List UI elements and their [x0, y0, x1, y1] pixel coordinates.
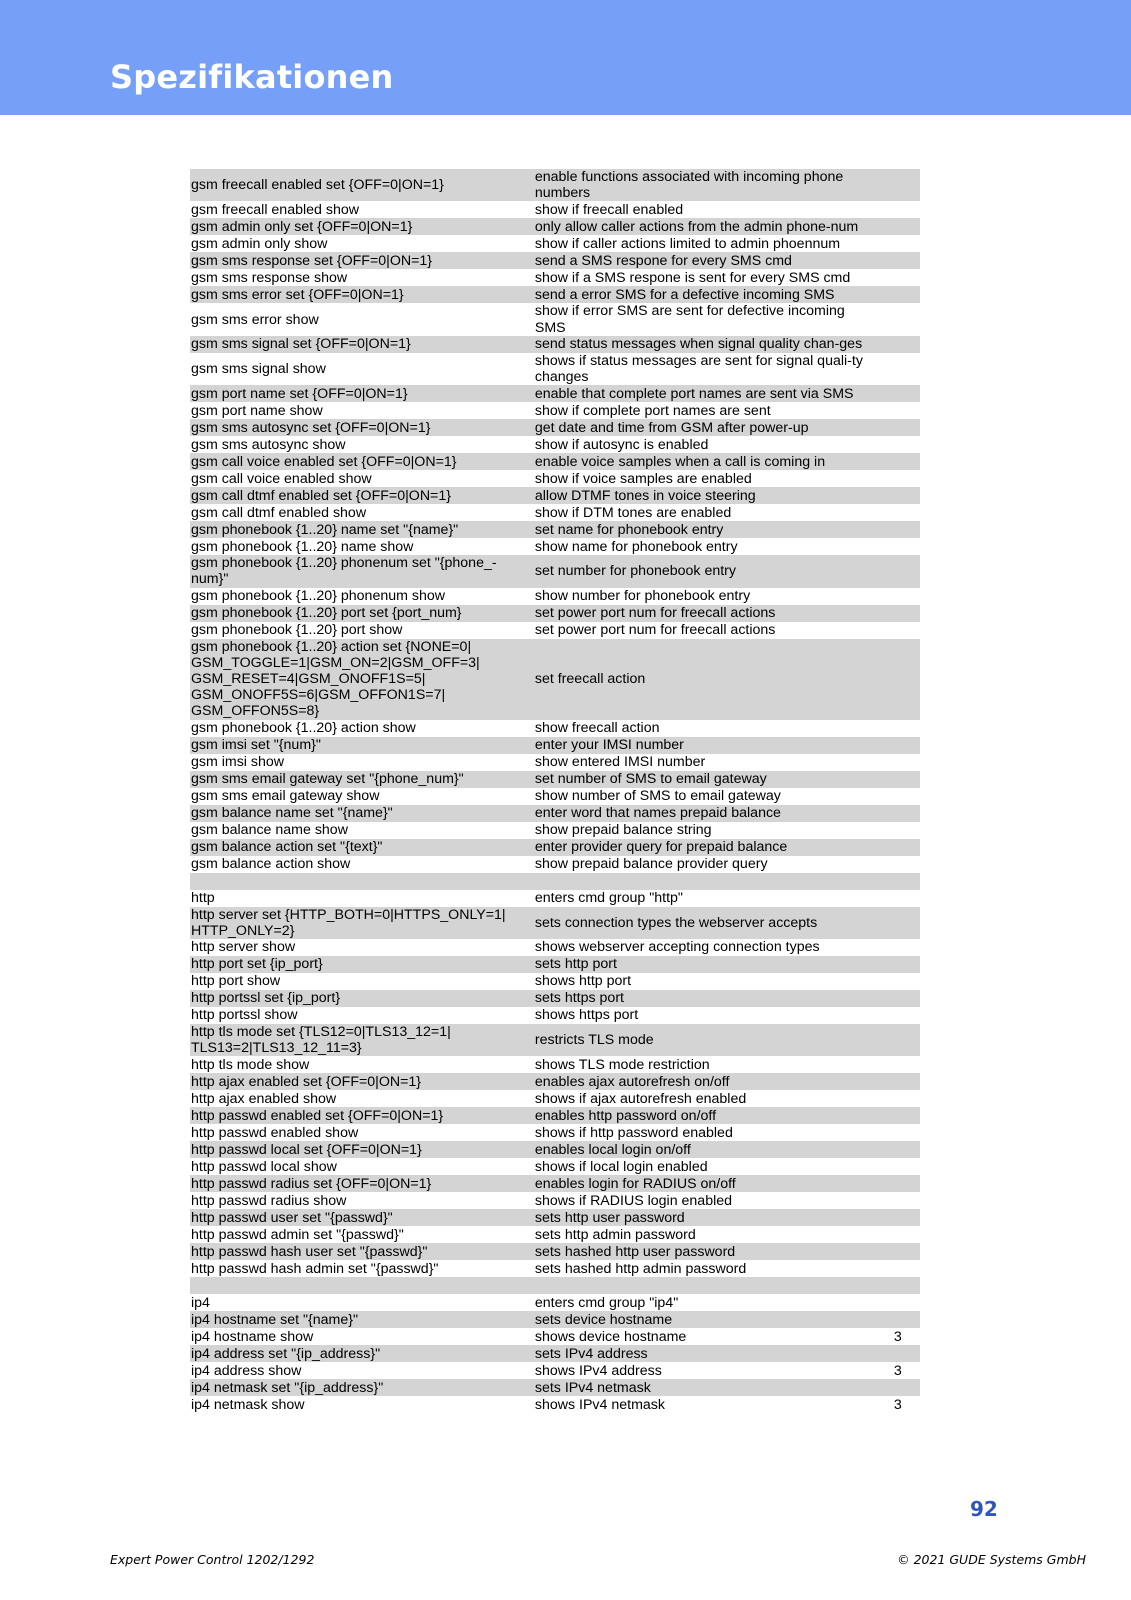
description-cell: shows TLS mode restriction: [534, 1056, 710, 1073]
command-cell: http ajax enabled set {OFF=0|ON=1}: [190, 1073, 534, 1090]
command-table-body: [190, 169, 920, 1413]
command-cell: gsm sms email gateway set "{phone_num}": [190, 771, 534, 788]
description-cell: restricts TLS mode: [534, 1024, 876, 1056]
table-row: [190, 822, 920, 839]
note-cell: [876, 1090, 920, 1107]
description-cell: set number for phonebook entry: [534, 555, 876, 587]
command-cell: [190, 1277, 534, 1294]
description-cell: show freecall action: [534, 720, 660, 737]
command-cell: http passwd enabled set {OFF=0|ON=1}: [190, 1107, 534, 1124]
command-cell: ip4 address set "{ip_address}": [190, 1345, 534, 1362]
table-row: [190, 1073, 920, 1090]
table-row: [190, 1124, 920, 1141]
description-cell: set power port num for freecall actions: [534, 605, 876, 622]
note-cell: [876, 470, 920, 487]
note-cell: [876, 1311, 920, 1328]
note-cell: [876, 169, 920, 201]
description-cell: set power port num for freecall actions: [534, 622, 776, 639]
command-cell: gsm call voice enabled set {OFF=0|ON=1}: [190, 453, 534, 470]
description-cell: enters cmd group "http": [534, 890, 683, 907]
description-cell: shows if http password enabled: [534, 1124, 733, 1141]
description-cell: shows device hostname: [534, 1328, 687, 1345]
table-row: [190, 1260, 920, 1277]
description-cell: enters cmd group "ip4": [534, 1294, 679, 1311]
table-row: [190, 754, 920, 771]
note-cell: [876, 1158, 920, 1175]
note-cell: [876, 639, 920, 720]
note-cell: [876, 1260, 920, 1277]
description-cell: [534, 1277, 876, 1294]
command-cell: ip4: [191, 1294, 210, 1311]
note-cell: [876, 252, 920, 269]
table-row: [190, 269, 920, 286]
command-cell: http portssl set {ip_port}: [190, 990, 534, 1007]
note-cell: [876, 504, 920, 521]
command-table: [190, 169, 920, 1413]
description-cell: show if autosync is enabled: [534, 436, 709, 453]
description-cell: show if DTM tones are enabled: [534, 504, 732, 521]
description-cell: shows https port: [534, 1007, 639, 1024]
command-cell: gsm sms autosync show: [191, 436, 346, 453]
table-row: [190, 1362, 920, 1379]
table-row: [190, 1175, 920, 1192]
command-cell: http passwd radius set {OFF=0|ON=1}: [190, 1175, 534, 1192]
note-cell: [876, 990, 920, 1007]
note-cell: [876, 973, 920, 990]
note-cell: [876, 788, 920, 805]
note-cell: [876, 1124, 920, 1141]
table-row: [190, 235, 920, 252]
table-row: [190, 720, 920, 737]
description-cell: show name for phonebook entry: [534, 538, 738, 555]
command-cell: http port set {ip_port}: [190, 956, 534, 973]
command-cell: gsm phonebook {1..20} port set {port_num}: [190, 605, 534, 622]
table-row: [190, 956, 920, 973]
note-cell: [876, 235, 920, 252]
table-row: [190, 470, 920, 487]
table-row: [190, 1141, 920, 1158]
note-cell: [876, 754, 920, 771]
note-cell: [876, 1007, 920, 1024]
table-row: [190, 1311, 920, 1328]
command-cell: gsm balance name show: [191, 822, 348, 839]
table-row: [190, 737, 920, 754]
table-row: [190, 419, 920, 436]
description-cell: show number for phonebook entry: [534, 588, 751, 605]
description-cell: shows if status messages are sent for signal quali-ty changes: [534, 352, 863, 386]
command-cell: gsm imsi show: [191, 754, 285, 771]
command-cell: ip4 netmask show: [191, 1396, 305, 1413]
description-cell: shows if RADIUS login enabled: [534, 1192, 733, 1209]
note-cell: [876, 1107, 920, 1124]
table-row: [190, 1024, 920, 1056]
note-cell: [876, 839, 920, 856]
command-cell: gsm imsi set "{num}": [190, 737, 534, 754]
table-row: [190, 1158, 920, 1175]
command-cell: ip4 netmask set "{ip_address}": [190, 1379, 534, 1396]
command-cell: gsm balance action set "{text}": [190, 839, 534, 856]
description-cell: enable that complete port names are sent via SMS: [534, 385, 876, 402]
table-row: [190, 890, 920, 907]
command-cell: gsm call voice enabled show: [191, 470, 372, 487]
table-row: [190, 1090, 920, 1107]
command-cell: gsm sms email gateway show: [191, 788, 380, 805]
command-cell: http passwd admin set "{passwd}": [191, 1226, 404, 1243]
command-cell: gsm phonebook {1..20} name show: [191, 538, 414, 555]
note-cell: 3: [893, 1396, 902, 1413]
note-cell: [876, 521, 920, 538]
command-cell: gsm admin only set {OFF=0|ON=1}: [190, 218, 534, 235]
page-title: Spezifikationen: [110, 58, 394, 96]
description-cell: sets hashed http admin password: [534, 1260, 747, 1277]
table-row: [190, 353, 920, 385]
command-cell: gsm sms response set {OFF=0|ON=1}: [190, 252, 534, 269]
command-cell: http passwd hash admin set "{passwd}": [191, 1260, 439, 1277]
note-cell: [876, 286, 920, 303]
command-cell: gsm port name show: [191, 402, 323, 419]
description-cell: show if caller actions limited to admin phoennum: [534, 235, 841, 252]
note-cell: 3: [893, 1362, 902, 1379]
page-number: 92: [970, 1497, 998, 1521]
command-cell: http server show: [191, 939, 296, 956]
note-cell: [876, 588, 920, 605]
table-row: [190, 1294, 920, 1311]
table-row: [190, 973, 920, 990]
command-cell: gsm phonebook {1..20} name set "{name}": [190, 521, 534, 538]
description-cell: show number of SMS to email gateway: [534, 788, 781, 805]
description-cell: sets hashed http user password: [534, 1243, 876, 1260]
table-row: [190, 1007, 920, 1024]
description-cell: sets IPv4 address: [534, 1345, 876, 1362]
command-cell: gsm sms signal show: [191, 360, 326, 377]
note-cell: [876, 487, 920, 504]
description-cell: get date and time from GSM after power-up: [534, 419, 876, 436]
note-cell: [876, 1141, 920, 1158]
command-cell: gsm freecall enabled set {OFF=0|ON=1}: [190, 169, 534, 201]
note-cell: [876, 1277, 920, 1294]
description-cell: shows if local login enabled: [534, 1158, 708, 1175]
table-row: [190, 218, 920, 235]
command-cell: http passwd local set {OFF=0|ON=1}: [190, 1141, 534, 1158]
table-row: [190, 336, 920, 353]
note-cell: [876, 1294, 920, 1311]
note-cell: [876, 538, 920, 555]
note-cell: [876, 336, 920, 353]
note-cell: [876, 907, 920, 939]
command-cell: http passwd enabled show: [191, 1124, 359, 1141]
command-cell: ip4 address show: [191, 1362, 302, 1379]
description-cell: only allow caller actions from the admin phone-num: [534, 218, 876, 235]
table-row: [190, 303, 920, 335]
description-cell: sets device hostname: [534, 1311, 876, 1328]
table-row: [190, 487, 920, 504]
command-cell: gsm balance name set "{name}": [190, 805, 534, 822]
table-row: [190, 1226, 920, 1243]
command-cell: gsm call dtmf enabled show: [191, 504, 367, 521]
table-row: [190, 1328, 920, 1345]
description-cell: sets connection types the webserver accepts: [534, 907, 876, 939]
command-cell: gsm sms autosync set {OFF=0|ON=1}: [190, 419, 534, 436]
description-cell: show prepaid balance provider query: [534, 856, 768, 873]
note-cell: [876, 1024, 920, 1056]
note-cell: [876, 873, 920, 890]
table-row: [190, 1107, 920, 1124]
command-cell: ip4 hostname show: [191, 1328, 314, 1345]
note-cell: [876, 1243, 920, 1260]
command-cell: gsm sms response show: [191, 269, 348, 286]
note-cell: [876, 720, 920, 737]
description-cell: show entered IMSI number: [534, 754, 706, 771]
table-row: [190, 521, 920, 538]
table-row: [190, 538, 920, 555]
command-cell: http ajax enabled show: [191, 1090, 337, 1107]
description-cell: sets http user password: [534, 1209, 876, 1226]
command-cell: [190, 873, 534, 890]
command-cell: http tls mode set {TLS12=0|TLS13_12=1| TLS13=2|TLS13_12_11=3}: [190, 1024, 534, 1056]
description-cell: show if a SMS respone is sent for every SMS cmd: [534, 269, 851, 286]
description-cell: enable functions associated with incoming phone numbers: [534, 169, 876, 201]
description-cell: enables http password on/off: [534, 1107, 876, 1124]
table-row: [190, 504, 920, 521]
note-cell: [876, 269, 920, 286]
note-cell: [876, 385, 920, 402]
description-cell: shows IPv4 netmask: [534, 1396, 665, 1413]
description-cell: show if complete port names are sent: [534, 402, 771, 419]
table-row: [190, 1056, 920, 1073]
note-cell: [876, 1226, 920, 1243]
table-row: [190, 1379, 920, 1396]
description-cell: show if voice samples are enabled: [534, 470, 752, 487]
note-cell: [876, 1379, 920, 1396]
command-cell: http server set {HTTP_BOTH=0|HTTPS_ONLY=1| HTTP_ONLY=2}: [190, 907, 534, 939]
description-cell: sets IPv4 netmask: [534, 1379, 876, 1396]
note-cell: [876, 1345, 920, 1362]
table-row: [190, 1243, 920, 1260]
table-row: [190, 856, 920, 873]
table-row: [190, 839, 920, 856]
table-row: [190, 1209, 920, 1226]
description-cell: enables local login on/off: [534, 1141, 876, 1158]
command-cell: gsm phonebook {1..20} phonenum show: [191, 588, 445, 605]
command-cell: http passwd local show: [191, 1158, 337, 1175]
description-cell: set name for phonebook entry: [534, 521, 876, 538]
description-cell: enables ajax autorefresh on/off: [534, 1073, 876, 1090]
note-cell: [876, 201, 920, 218]
command-cell: gsm admin only show: [191, 235, 328, 252]
table-row: [190, 1277, 920, 1294]
table-row: [190, 622, 920, 639]
note-cell: [876, 303, 920, 335]
description-cell: send a SMS respone for every SMS cmd: [534, 252, 876, 269]
note-cell: [876, 218, 920, 235]
description-cell: show if freecall enabled: [534, 201, 684, 218]
note-cell: [876, 353, 920, 385]
command-cell: http: [191, 890, 215, 907]
description-cell: sets http port: [534, 956, 876, 973]
description-cell: show prepaid balance string: [534, 822, 712, 839]
command-cell: gsm call dtmf enabled set {OFF=0|ON=1}: [190, 487, 534, 504]
table-row: [190, 805, 920, 822]
description-cell: enables login for RADIUS on/off: [534, 1175, 876, 1192]
description-cell: shows webserver accepting connection types: [534, 939, 820, 956]
note-cell: [876, 805, 920, 822]
table-row: [190, 436, 920, 453]
note-cell: [876, 555, 920, 587]
note-cell: [876, 890, 920, 907]
note-cell: [876, 1073, 920, 1090]
command-cell: http portssl show: [191, 1007, 298, 1024]
table-row: [190, 990, 920, 1007]
note-cell: [876, 956, 920, 973]
table-row: [190, 873, 920, 890]
table-row: [190, 639, 920, 720]
table-row: [190, 939, 920, 956]
description-cell: sets http admin password: [534, 1226, 696, 1243]
description-cell: enter provider query for prepaid balance: [534, 839, 876, 856]
note-cell: [876, 822, 920, 839]
description-cell: shows IPv4 address: [534, 1362, 662, 1379]
description-cell: shows if ajax autorefresh enabled: [534, 1090, 747, 1107]
command-cell: gsm balance action show: [191, 856, 351, 873]
note-cell: [876, 453, 920, 470]
command-cell: gsm phonebook {1..20} phonenum set "{phone_-num}": [190, 555, 534, 587]
footer-product-name: Expert Power Control 1202/1292: [110, 1552, 315, 1567]
description-cell: send status messages when signal quality chan-ges: [534, 336, 876, 353]
description-cell: allow DTMF tones in voice steering: [534, 487, 876, 504]
table-row: [190, 605, 920, 622]
table-row: [190, 385, 920, 402]
description-cell: sets https port: [534, 990, 876, 1007]
table-row: [190, 788, 920, 805]
note-cell: [876, 737, 920, 754]
command-cell: gsm sms error set {OFF=0|ON=1}: [190, 286, 534, 303]
command-cell: gsm phonebook {1..20} port show: [191, 622, 403, 639]
command-cell: gsm phonebook {1..20} action show: [191, 720, 416, 737]
command-cell: ip4 hostname set "{name}": [190, 1311, 534, 1328]
note-cell: [876, 856, 920, 873]
note-cell: [876, 622, 920, 639]
description-cell: set freecall action: [534, 639, 876, 720]
command-cell: gsm sms error show: [191, 311, 319, 328]
table-row: [190, 907, 920, 939]
description-cell: [534, 873, 876, 890]
footer-copyright: © 2021 GUDE Systems GmbH: [897, 1552, 1086, 1567]
description-cell: shows http port: [534, 973, 632, 990]
command-cell: http passwd user set "{passwd}": [190, 1209, 534, 1226]
table-row: [190, 1345, 920, 1362]
description-cell: send a error SMS for a defective incoming SMS: [534, 286, 876, 303]
table-row: [190, 771, 920, 788]
note-cell: [876, 939, 920, 956]
command-cell: gsm freecall enabled show: [191, 201, 359, 218]
description-cell: show if error SMS are sent for defective incoming SMS: [534, 303, 845, 336]
header-banner: [0, 0, 1131, 115]
note-cell: [876, 1175, 920, 1192]
table-row: [190, 169, 920, 201]
description-cell: enter word that names prepaid balance: [534, 805, 876, 822]
table-row: [190, 588, 920, 605]
table-row: [190, 555, 920, 587]
note-cell: [876, 1056, 920, 1073]
table-row: [190, 252, 920, 269]
note-cell: 3: [893, 1328, 902, 1345]
command-cell: gsm port name set {OFF=0|ON=1}: [190, 385, 534, 402]
description-cell: enable voice samples when a call is coming in: [534, 453, 876, 470]
note-cell: [876, 1209, 920, 1226]
table-row: [190, 1396, 920, 1413]
command-cell: gsm phonebook {1..20} action set {NONE=0| GSM_TOGGLE=1|GSM_ON=2|GSM_OFF=3| GSM_RESET=4|GSM_ONOFF1S=5| GSM_ONOFF5S=6|GSM_OFFON1S=7| GSM_OFFON5S=8}: [190, 639, 534, 720]
command-cell: http passwd radius show: [191, 1192, 347, 1209]
command-cell: http passwd hash user set "{passwd}": [190, 1243, 534, 1260]
command-cell: http tls mode show: [191, 1056, 310, 1073]
table-row: [190, 402, 920, 419]
command-cell: http port show: [191, 973, 281, 990]
note-cell: [876, 771, 920, 788]
table-row: [190, 201, 920, 218]
note-cell: [876, 436, 920, 453]
command-cell: gsm sms signal set {OFF=0|ON=1}: [190, 336, 534, 353]
description-cell: set number of SMS to email gateway: [534, 771, 876, 788]
table-row: [190, 453, 920, 470]
note-cell: [876, 1192, 920, 1209]
note-cell: [876, 605, 920, 622]
note-cell: [876, 402, 920, 419]
note-cell: [876, 419, 920, 436]
description-cell: enter your IMSI number: [534, 737, 876, 754]
table-row: [190, 286, 920, 303]
table-row: [190, 1192, 920, 1209]
